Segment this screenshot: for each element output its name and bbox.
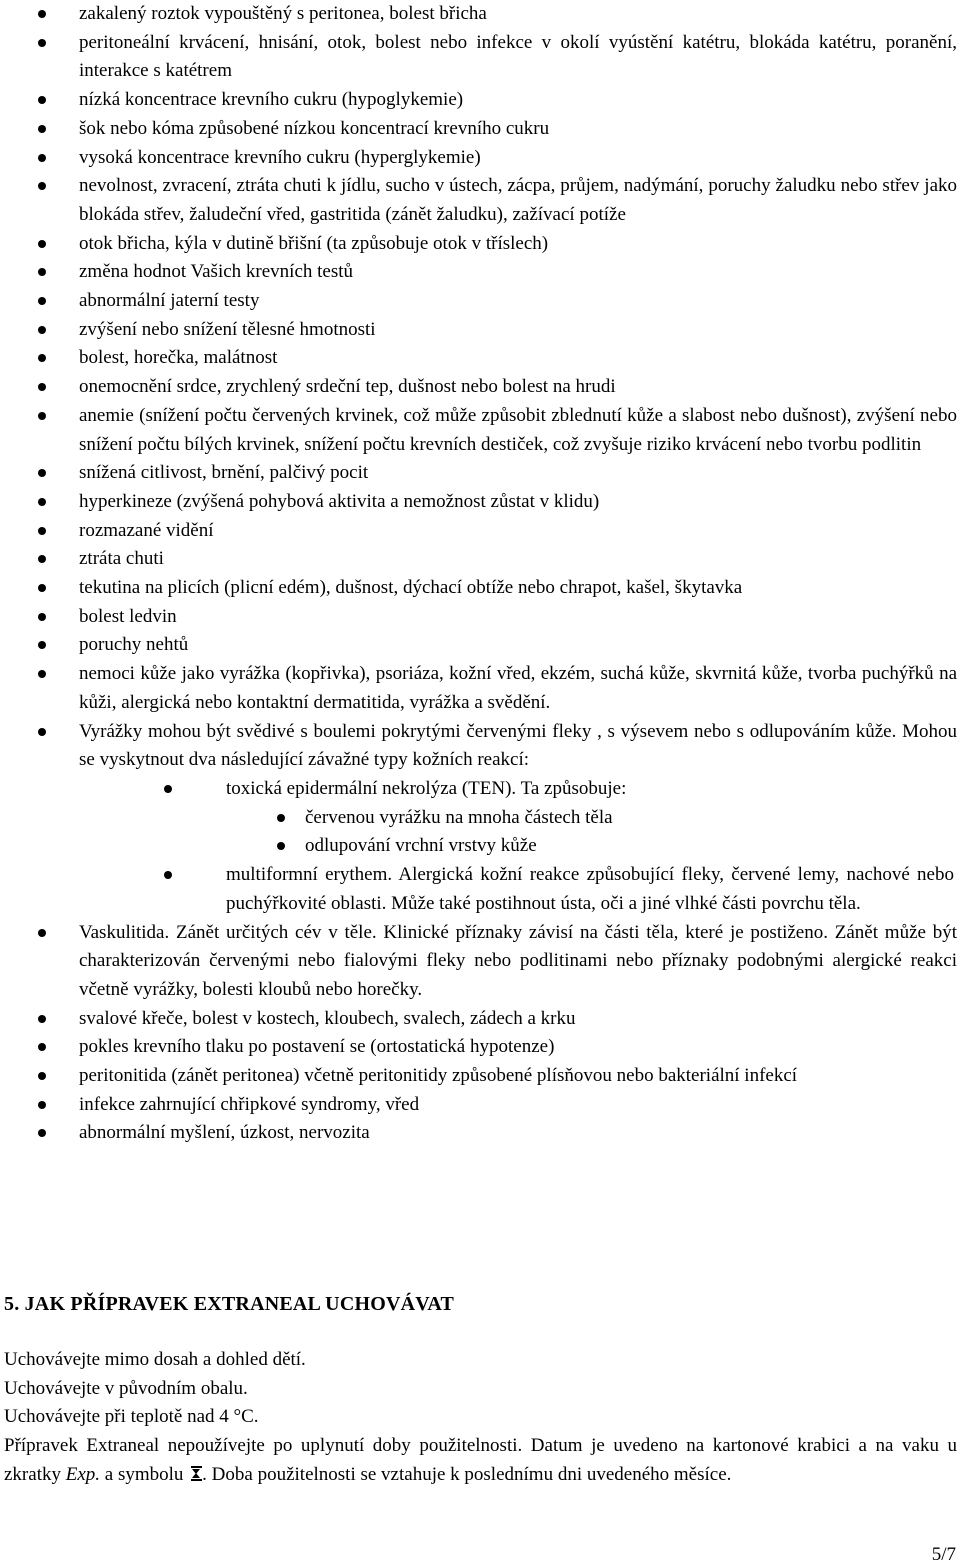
list-item: peritoneální krvácení, hnisání, otok, bolest nebo infekce v okolí vyústění katétru, blokáda katétru, poranění, interakce s katétrem (0, 29, 960, 86)
list-item: bolest ledvin (0, 603, 960, 632)
storage-line: Uchovávejte při teplotě nad 4 °C. (4, 1406, 259, 1428)
ten-sublist (0, 804, 954, 861)
list-item: červenou vyrážku na mnoha částech těla (0, 804, 954, 833)
expiry-text: Přípravek Extraneal nepoužívejte po uplynutí doby použitelnosti. Datum je uvedeno na kartonové krabici a na vaku u zkratky (4, 1435, 957, 1485)
expiry-text: . Doba použitelnosti se vztahuje k poslednímu dni uvedeného měsíce. (202, 1463, 732, 1485)
list-item: zakalený roztok vypouštěný s peritonea, bolest břicha (0, 0, 960, 29)
rash-text: Vyrážky mohou být svědivé s boulemi pokrytými červenými fleky , s výsevem nebo s odlupováním kůže. Mohou se vyskytnout dva následující závažné typy kožních reakcí: (79, 720, 957, 771)
list-item: snížená citlivost, brnění, palčivý pocit (0, 459, 960, 488)
list-item: svalové křeče, bolest v kostech, kloubech, svalech, zádech a krku (0, 1005, 960, 1034)
list-item: rozmazané vidění (0, 517, 960, 546)
list-item: nevolnost, zvracení, ztráta chuti k jídlu, sucho v ústech, zácpa, průjem, nadýmání, poruchy žaludku nebo střev jako blokáda střev, žaludeční vřed, gastritida (zánět žaludku), zažívací potíže (0, 172, 960, 229)
ten-item (0, 775, 957, 861)
list-item: infekce zahrnující chřipkové syndromy, vřed (0, 1091, 960, 1120)
erythema-item: multiformní erythem. Alergická kožní reakce způsobující fleky, červené lemy, nachové nebo puchýřkovité oblasti. Může také postihnout ústa, oči a jiné vlhké části povrchu těla. (0, 861, 957, 918)
list-item: hyperkineze (zvýšená pohybová aktivita a nemožnost zůstat v klidu) (0, 488, 960, 517)
rash-list-item (0, 718, 960, 919)
list-item: Vaskulitida. Zánět určitých cév v těle. Klinické příznaky závisí na části těla, které je postiženo. Zánět může být charakterizován červenými nebo fialovými fleky nebo podlitinami nebo příznaky podobnými alergické reakci včetně vyrážky, bolesti kloubů nebo horečky. (0, 919, 960, 1005)
skin-reactions-list (0, 775, 957, 919)
hourglass-icon (191, 1466, 202, 1481)
list-item: ztráta chuti (0, 545, 960, 574)
section-heading: 5. JAK PŘÍPRAVEK EXTRANEAL UCHOVÁVAT (4, 1293, 455, 1315)
list-item: peritonitida (zánět peritonea) včetně peritonitidy způsobené plísňovou nebo bakteriální infekcí (0, 1062, 960, 1091)
list-item: abnormální myšlení, úzkost, nervozita (0, 1119, 960, 1148)
list-item: otok břicha, kýla v dutině břišní (ta způsobuje otok v tříslech) (0, 230, 960, 259)
list-item: onemocnění srdce, zrychlený srdeční tep, dušnost nebo bolest na hrudi (0, 373, 960, 402)
list-item: odlupování vrchní vrstvy kůže (0, 832, 954, 861)
ten-text: toxická epidermální nekrolýza (TEN). Ta způsobuje: (226, 777, 627, 799)
list-item: abnormální jaterní testy (0, 287, 960, 316)
list-item: zvýšení nebo snížení tělesné hmotnosti (0, 316, 960, 345)
list-item: tekutina na plicích (plicní edém), dušnost, dýchací obtíže nebo chrapot, kašel, škytavka (0, 574, 960, 603)
list-item: bolest, horečka, malátnost (0, 344, 960, 373)
expiry-paragraph (4, 1432, 957, 1489)
list-item: vysoká koncentrace krevního cukru (hyperglykemie) (0, 144, 960, 173)
storage-instructions (4, 1346, 957, 1490)
expiry-text: a symbolu (100, 1463, 189, 1485)
list-item: poruchy nehtů (0, 631, 960, 660)
list-item: nízká koncentrace krevního cukru (hypoglykemie) (0, 86, 960, 115)
storage-line: Uchovávejte v původním obalu. (4, 1377, 248, 1399)
list-item: pokles krevního tlaku po postavení se (ortostatická hypotenze) (0, 1033, 960, 1062)
list-item: anemie (snížení počtu červených krvinek, což může způsobit zblednutí kůže a slabost nebo dušnost), zvýšení nebo snížení počtu bílých krvinek, snížení počtu krevních destiček, což zvyšuje riziko krvácení nebo tvorbu podlitin (0, 402, 960, 459)
list-item: změna hodnot Vašich krevních testů (0, 258, 960, 287)
list-item: nemoci kůže jako vyrážka (kopřivka), psoriáza, kožní vřed, ekzém, suchá kůže, skvrnitá kůže, tvorba puchýřků na kůži, alergická nebo kontaktní dermatitida, vyrážka a svědění. (0, 660, 960, 717)
list-item: šok nebo kóma způsobené nízkou koncentrací krevního cukru (0, 115, 960, 144)
expiry-abbreviation: Exp. (65, 1463, 101, 1485)
storage-line: Uchovávejte mimo dosah a dohled dětí. (4, 1349, 306, 1370)
page-number: 5/7 (931, 1544, 956, 1565)
